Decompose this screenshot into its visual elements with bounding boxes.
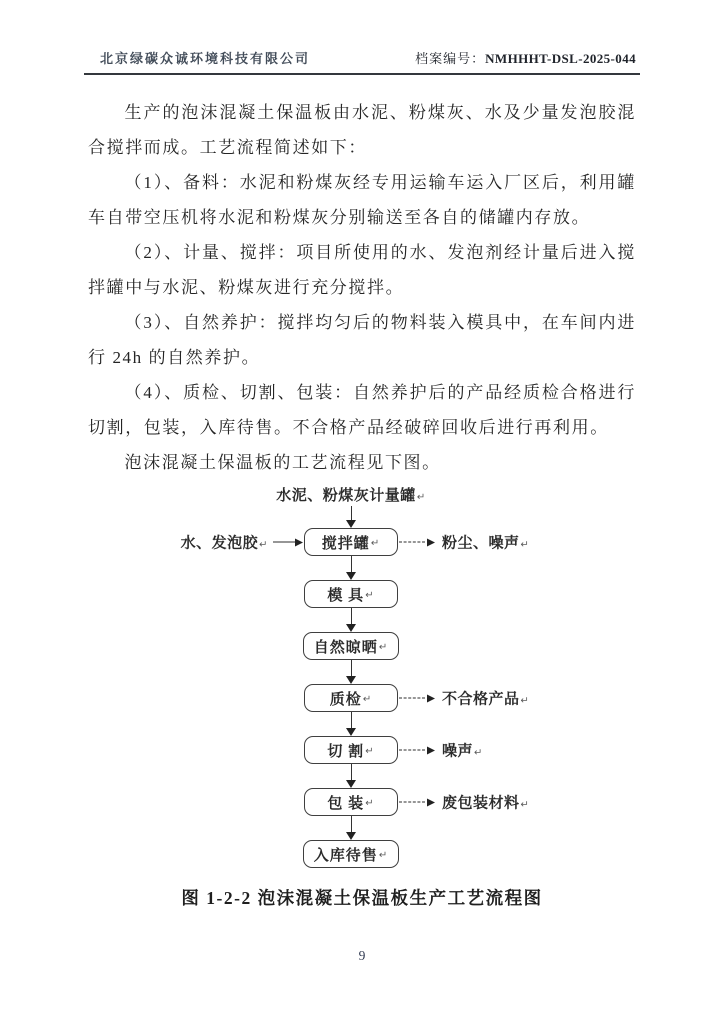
return-mark: ↵	[362, 693, 373, 705]
page-number: 9	[358, 948, 366, 963]
body-paragraph-step3: （3）、自然养护：搅拌均匀后的物料装入模具中，在车间内进行 24h 的自然养护。	[88, 313, 636, 367]
return-mark: ↵	[520, 695, 530, 707]
down-arrow-icon	[346, 764, 356, 788]
return-mark: ↵	[378, 641, 389, 653]
return-mark: ↵	[520, 799, 530, 811]
doc-number-label: 档案编号：	[415, 51, 486, 66]
flow-emission-dust-noise	[399, 532, 529, 553]
return-mark: ↵	[365, 589, 375, 601]
company-name: 北京绿碳众诚环境科技有限公司	[100, 51, 311, 66]
flow-emission-rejects	[399, 688, 529, 709]
doc-number-wrap	[415, 48, 636, 67]
return-mark: ↵	[259, 539, 268, 551]
emission-label: 噪声↵	[442, 743, 483, 760]
flow-row-mold	[304, 580, 398, 608]
flow-node-label: 入库待售	[313, 847, 378, 864]
flow-node-label: 切 割	[327, 743, 365, 760]
process-flowchart	[180, 486, 530, 868]
right-arrow-icon	[427, 746, 435, 754]
down-arrow-icon	[346, 816, 356, 840]
header-divider	[84, 73, 640, 75]
body-paragraph-intro: 生产的泡沫混凝土保温板由水泥、粉煤灰、水及少量发泡胶混合搅拌而成。工艺流程简述如下：	[88, 103, 636, 157]
flow-node-quality-check	[304, 684, 398, 712]
figure-caption: 图 1-2-2 泡沫混凝土保温板生产工艺流程图	[181, 888, 543, 908]
flow-node-label: 搅拌罐	[321, 535, 370, 552]
flow-node-mixing-tank	[304, 528, 398, 556]
flow-node-natural-drying	[303, 632, 399, 660]
emission-label: 粉尘、噪声↵	[442, 535, 530, 552]
emission-label: 不合格产品↵	[442, 691, 530, 708]
right-arrow-icon	[427, 694, 435, 702]
page-header	[0, 48, 724, 68]
dashed-arrow-line	[399, 542, 425, 543]
flow-node-packing	[304, 788, 398, 816]
dashed-arrow-line	[399, 698, 425, 699]
return-mark: ↵	[365, 797, 375, 809]
right-arrow-icon	[427, 798, 435, 806]
flow-row-warehouse	[303, 840, 399, 868]
body-paragraph-step1: （1）、备料：水泥和粉煤灰经专用运输车运入厂区后，利用罐车自带空压机将水泥和粉煤灰分别输送至各自的储罐内存放。	[88, 173, 636, 227]
body-paragraph-step2: （2）、计量、搅拌：项目所使用的水、发泡剂经计量后进入搅拌罐中与水泥、粉煤灰进行充分搅拌。	[88, 243, 636, 297]
flow-emission-packaging-waste	[399, 792, 529, 813]
flowchart-section	[0, 486, 724, 868]
down-arrow-icon	[346, 660, 356, 684]
body-text	[0, 95, 724, 480]
flow-row-natural-drying	[303, 632, 399, 660]
flow-node-label: 质检	[329, 691, 362, 708]
flow-row-mixing-tank	[180, 528, 530, 556]
down-arrow-icon	[346, 556, 356, 580]
flow-row-quality-check	[304, 684, 530, 712]
flow-row-cutting	[304, 736, 483, 764]
flow-node-warehouse	[303, 840, 399, 868]
dashed-arrow-line	[399, 750, 425, 751]
flow-node-label: 包 装	[327, 795, 365, 812]
right-arrow-line	[273, 542, 295, 543]
right-arrow-icon	[295, 538, 303, 546]
dashed-arrow-line	[399, 802, 425, 803]
flow-top-label	[276, 486, 425, 506]
emission-label: 废包装材料↵	[442, 795, 530, 812]
doc-number: NMHHHT-DSL-2025-044	[485, 51, 636, 66]
flow-input-label: 水、发泡胶↵	[180, 535, 268, 552]
body-paragraph-see-figure: 泡沫混凝土保温板的工艺流程见下图。	[124, 453, 441, 472]
return-mark: ↵	[370, 537, 381, 549]
flow-node-mold	[304, 580, 398, 608]
flow-node-label: 模 具	[327, 587, 365, 604]
flow-row-packing	[304, 788, 530, 816]
down-arrow-icon	[346, 712, 356, 736]
flow-node-cutting	[304, 736, 398, 764]
body-paragraph-step4: （4）、质检、切割、包装：自然养护后的产品经质检合格进行切割，包装，入库待售。不合格产品经破碎回收后进行再利用。	[88, 383, 636, 437]
flow-node-label: 自然晾晒	[313, 639, 378, 656]
return-mark: ↵	[416, 492, 426, 503]
return-mark: ↵	[378, 849, 389, 861]
return-mark: ↵	[520, 539, 530, 551]
flow-input-water-foam	[181, 532, 303, 553]
down-arrow-icon	[346, 506, 356, 528]
right-arrow-icon	[427, 538, 435, 546]
return-mark: ↵	[365, 745, 375, 757]
flow-top-label-text: 水泥、粉煤灰计量罐	[276, 488, 416, 504]
down-arrow-icon	[346, 608, 356, 632]
return-mark: ↵	[474, 747, 483, 759]
flow-emission-noise	[399, 740, 483, 761]
